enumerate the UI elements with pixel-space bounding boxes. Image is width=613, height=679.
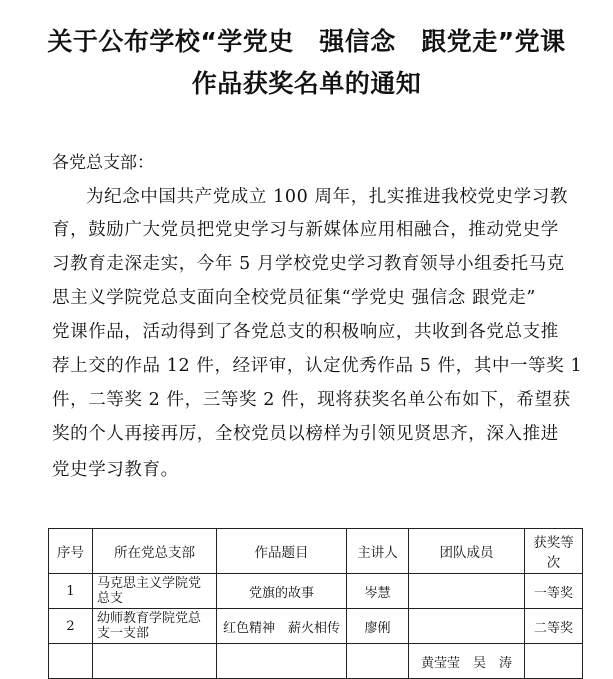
body-line: 习教育走深走实，今年 5 月学校党史学习教育领导小组委托马克 — [52, 254, 565, 274]
cell-award: 二等奖 — [525, 609, 583, 644]
cell-team: 黄莹莹 吴 涛 — [409, 644, 525, 679]
header-work: 作品题目 — [217, 529, 347, 574]
notice-title-line-2: 作品获奖名单的通知 — [191, 69, 422, 98]
cell-speaker: 廖俐 — [347, 609, 409, 644]
body-line: 奖的个人再接再厉，全校党员以榜样为引领见贤思齐，深入推进 — [52, 424, 559, 444]
cell-speaker — [347, 644, 409, 679]
body-line: 为纪念中国共产党成立 100 周年，扎实推进我校党史学习教 — [86, 187, 568, 207]
header-speaker: 主讲人 — [347, 529, 409, 574]
cell-team — [409, 574, 525, 609]
salutation: 各党总支部： — [52, 153, 154, 173]
cell-index: 2 — [49, 609, 93, 644]
header-branch: 所在党总支部 — [93, 529, 217, 574]
cell-award: 一等奖 — [525, 574, 583, 609]
cell-branch — [93, 644, 217, 679]
body-line: 党史学习教育。 — [52, 460, 179, 480]
body-line: 党课作品，活动得到了各党总支的积极响应，共收到各党总支推 — [52, 322, 559, 342]
body-line: 思主义学院党总支面向全校党员征集“学党史 强信念 跟党走” — [52, 288, 536, 308]
cell-team — [409, 609, 525, 644]
header-index: 序号 — [49, 529, 93, 574]
cell-index — [49, 644, 93, 679]
cell-work — [217, 644, 347, 679]
body-line: 育，鼓励广大党员把党史学习与新媒体应用相融合，推动党史学 — [52, 220, 559, 240]
table-row — [49, 609, 583, 644]
table-row — [49, 574, 583, 609]
header-award: 获奖等次 — [525, 529, 583, 574]
table-row — [49, 644, 583, 679]
cell-work: 红色精神 薪火相传 — [217, 609, 347, 644]
cell-branch: 马克思主义学院党总支 — [93, 574, 217, 609]
cell-award — [525, 644, 583, 679]
header-team: 团队成员 — [409, 529, 525, 574]
notice-title-line-1: 关于公布学校“学党史 强信念 跟党走”党课 — [47, 27, 566, 56]
cell-branch: 幼师教育学院党总支一支部 — [93, 609, 217, 644]
body-line: 件，二等奖 2 件，三等奖 2 件，现将获奖名单公布如下，希望获 — [52, 390, 571, 410]
cell-speaker: 岑慧 — [347, 574, 409, 609]
body-line: 荐上交的作品 12 件，经评审，认定优秀作品 5 件，其中一等奖 1 — [52, 356, 583, 376]
award-table — [48, 528, 583, 679]
cell-work: 党旗的故事 — [217, 574, 347, 609]
table-header-row — [49, 529, 583, 574]
cell-index: 1 — [49, 574, 93, 609]
